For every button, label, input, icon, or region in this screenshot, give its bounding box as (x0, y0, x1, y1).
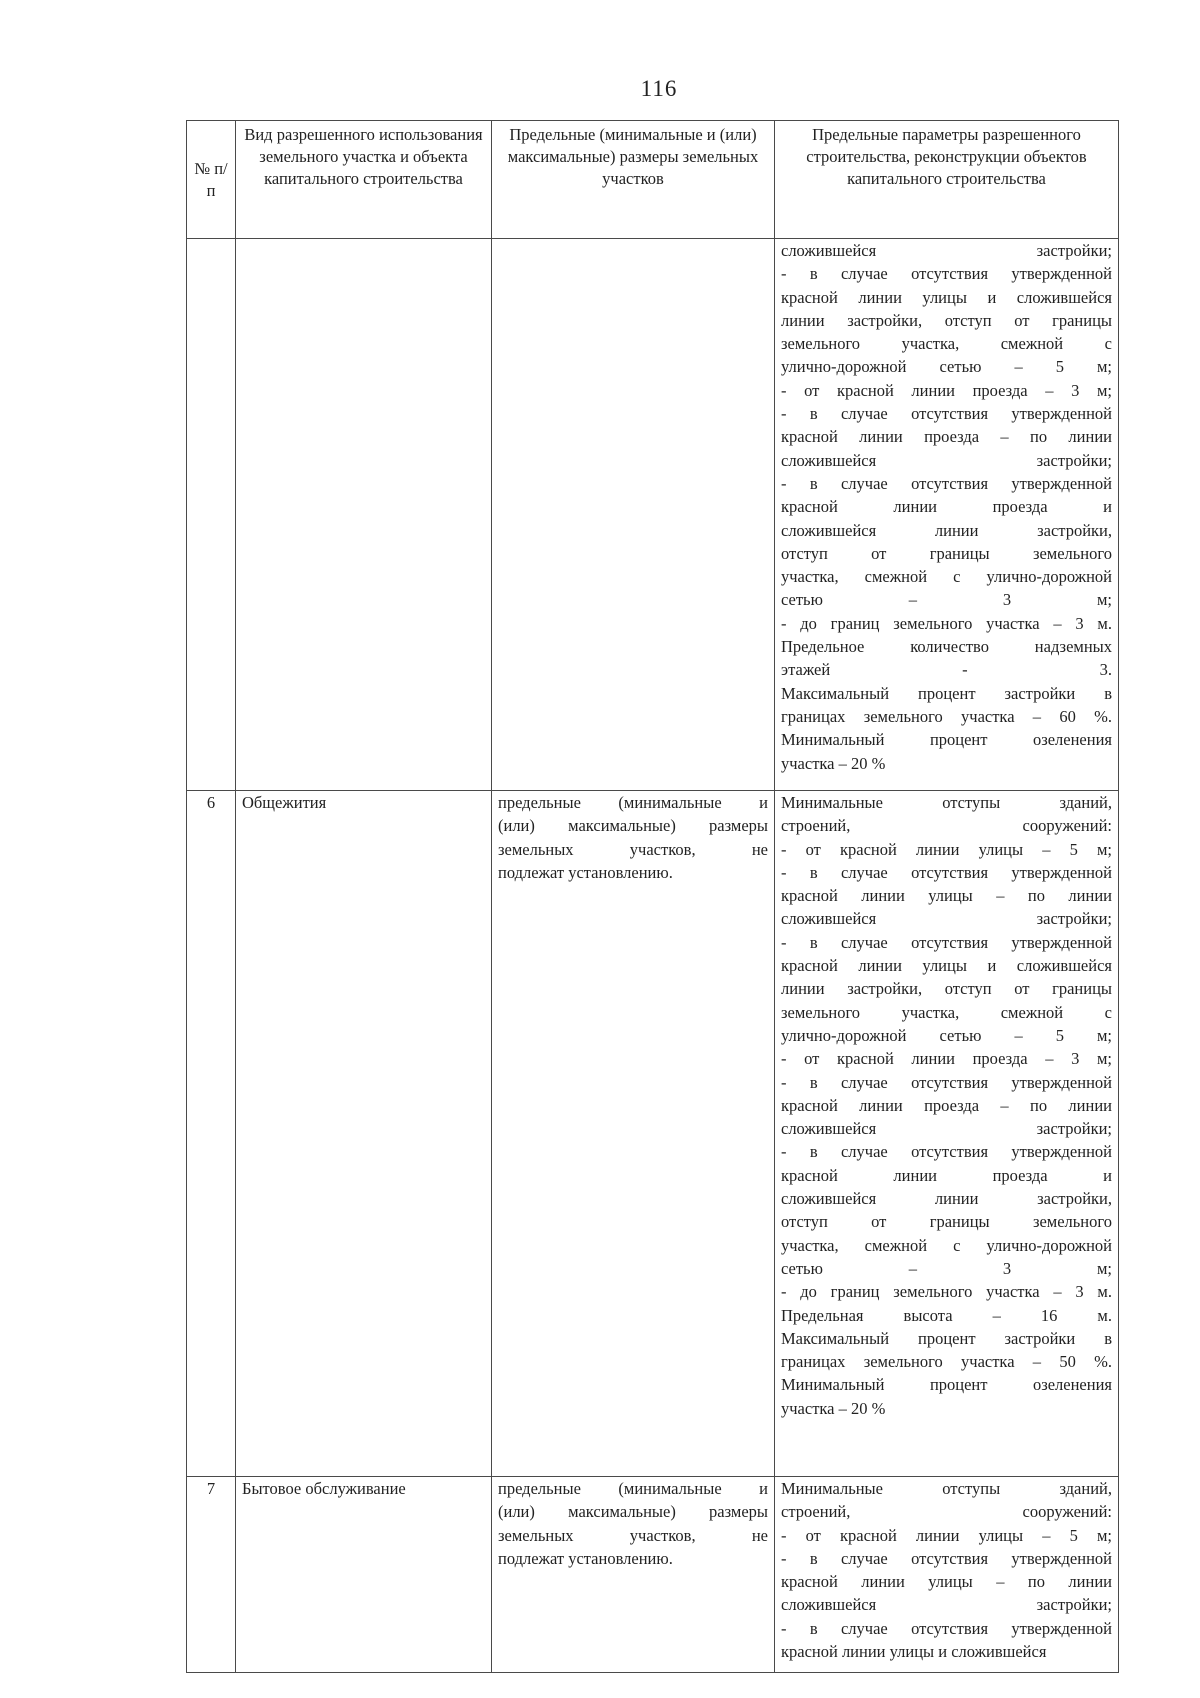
text-line: предельные (минимальные и (498, 1479, 768, 1498)
text-line: границах земельного участка – 60 %. (781, 706, 1112, 726)
text-line: подлежат установлению. (498, 862, 673, 882)
text-line: красной линии улицы и сложившейся (781, 956, 1112, 976)
text-line: Максимальный процент застройки в (781, 683, 1112, 703)
row-number: 6 (187, 791, 236, 1477)
text-line: участка – 20 % (781, 753, 886, 773)
text-line: красной линии улицы и сложившейся (781, 287, 1112, 307)
text-line: участка, смежной с улично-дорожной (781, 567, 1112, 587)
header-plot-size: Предельные (минимальные и (или) максимальные) размеры земельных участков (492, 121, 775, 239)
text-line: красной линии улицы – по линии (781, 1572, 1112, 1592)
text-line: Минимальный процент озеленения (781, 730, 1112, 750)
table-row (187, 791, 1119, 1477)
text-line: сложившейся линии застройки, (781, 1189, 1112, 1209)
text-line: красной линии проезда – по линии (781, 1095, 1112, 1115)
text-line: - в случае отсутствия утвержденной (781, 862, 1112, 882)
text-line: (или) максимальные) размеры (498, 816, 768, 836)
text-line: красной линии проезда – по линии (781, 427, 1112, 447)
text-line: - от красной линии улицы – 5 м; (781, 1525, 1112, 1545)
text-line: - в случае отсутствия утвержденной (781, 932, 1112, 952)
text-line: линии застройки, отступ от границы (781, 310, 1112, 330)
text-line: красной линии улицы – по линии (781, 886, 1112, 906)
text-line: красной линии проезда и (781, 497, 1112, 517)
text-line: улично-дорожной сетью – 5 м; (781, 1025, 1112, 1045)
row-number: 7 (187, 1477, 236, 1673)
text-line: строений, сооружений: (781, 816, 1112, 836)
row-use-type: Общежития (236, 791, 492, 1477)
text-line: Максимальный процент застройки в (781, 1328, 1112, 1348)
text-line: линии застройки, отступ от границы (781, 979, 1112, 999)
text-line: Предельное количество надземных (781, 637, 1112, 657)
text-line: - в случае отсутствия утвержденной (781, 404, 1112, 424)
row-build-params (775, 791, 1119, 1477)
header-number: № п/п (187, 121, 236, 239)
regulations-table (186, 120, 1119, 1673)
text-line: сложившейся застройки; (781, 1119, 1112, 1139)
text-line: (или) максимальные) размеры (498, 1502, 768, 1522)
text-line: Минимальные отступы зданий, (781, 1479, 1112, 1498)
table-row (187, 1477, 1119, 1673)
text-line: - в случае отсутствия утвержденной (781, 1548, 1112, 1568)
text-line: красной линии проезда и (781, 1165, 1112, 1185)
text-line: земельного участка, смежной с (781, 1002, 1112, 1022)
page-number: 116 (640, 76, 678, 101)
params-lines (781, 239, 1112, 790)
text-line: земельного участка, смежной с (781, 334, 1112, 354)
text-line: - от красной линии проезда – 3 м; (781, 1049, 1112, 1069)
text-line: - в случае отсутствия утвержденной (781, 264, 1112, 284)
text-line: - от красной линии проезда – 3 м; (781, 380, 1112, 400)
text-line: Минимальный процент озеленения (781, 1375, 1112, 1395)
text-line: - до границ земельного участка – 3 м. (781, 1282, 1112, 1302)
table-header-row (187, 121, 1119, 239)
text-line: сложившейся застройки; (781, 909, 1112, 929)
text-line: улично-дорожной сетью – 5 м; (781, 357, 1112, 377)
row-number (187, 239, 236, 791)
text-line: сложившейся застройки; (781, 450, 1112, 470)
text-line: участка – 20 % (781, 1398, 886, 1418)
text-line: сетью – 3 м; (781, 1258, 1112, 1278)
size-lines (498, 791, 768, 884)
text-line: предельные (минимальные и (498, 793, 768, 812)
row-plot-size (492, 1477, 775, 1673)
text-line: земельных участков, не (498, 1525, 768, 1545)
table-row (187, 239, 1119, 791)
header-use-type: Вид разрешенного использования земельного участка и объекта капитального строительства (236, 121, 492, 239)
text-line: отступ от границы земельного (781, 1212, 1112, 1232)
size-lines (498, 1477, 768, 1570)
text-line: подлежат установлению. (498, 1548, 673, 1568)
text-line: - в случае отсутствия утвержденной (781, 1142, 1112, 1162)
text-line: - в случае отсутствия утвержденной (781, 473, 1112, 493)
text-line: отступ от границы земельного (781, 543, 1112, 563)
text-line: - до границ земельного участка – 3 м. (781, 613, 1112, 633)
text-line: сложившейся линии застройки, (781, 520, 1112, 540)
text-line: сетью – 3 м; (781, 590, 1112, 610)
text-line: границах земельного участка – 50 %. (781, 1352, 1112, 1372)
text-line: - в случае отсутствия утвержденной (781, 1072, 1112, 1092)
text-line: земельных участков, не (498, 839, 768, 859)
text-line: - от красной линии улицы – 5 м; (781, 839, 1112, 859)
params-lines (781, 1477, 1112, 1672)
text-line: красной линии улицы и сложившейся (781, 1642, 1047, 1662)
row-build-params (775, 239, 1119, 791)
text-line: строений, сооружений: (781, 1502, 1112, 1522)
header-build-params: Предельные параметры разрешенного строительства, реконструкции объектов капитального строительства (775, 121, 1119, 239)
row-plot-size (492, 239, 775, 791)
row-use-type: Бытовое обслуживание (236, 1477, 492, 1673)
text-line: участка, смежной с улично-дорожной (781, 1235, 1112, 1255)
row-use-type (236, 239, 492, 791)
text-line: - в случае отсутствия утвержденной (781, 1618, 1112, 1638)
text-line: Минимальные отступы зданий, (781, 793, 1112, 812)
params-lines (781, 791, 1112, 1476)
text-line: сложившейся застройки; (781, 1595, 1112, 1615)
text-line: этажей - 3. (781, 660, 1112, 680)
text-line: Предельная высота – 16 м. (781, 1305, 1112, 1325)
row-plot-size (492, 791, 775, 1477)
row-build-params (775, 1477, 1119, 1673)
text-line: сложившейся застройки; (781, 241, 1112, 260)
